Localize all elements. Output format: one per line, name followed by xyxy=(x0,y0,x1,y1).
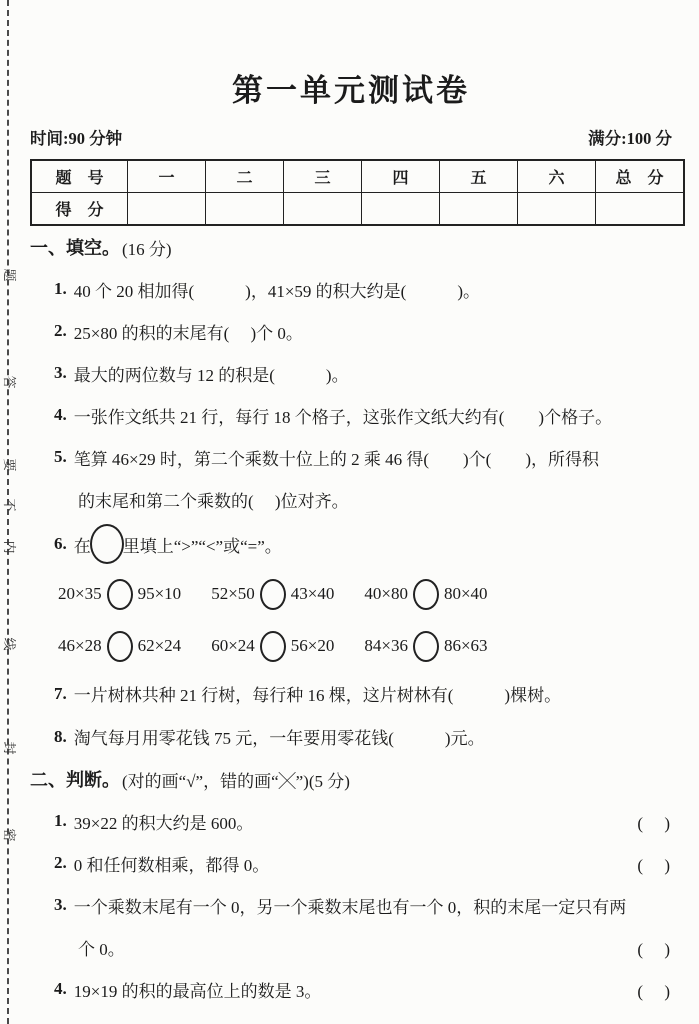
score-cell[interactable] xyxy=(128,193,206,226)
expression-right: 86×63 xyxy=(443,636,488,655)
score-table-score-row xyxy=(31,193,684,226)
answer-blank[interactable]: ( ) xyxy=(637,813,670,833)
binding-text-char: 内 xyxy=(2,540,17,554)
expression-right: 80×40 xyxy=(443,584,488,603)
comparison-group xyxy=(58,579,181,610)
column-two: 二 xyxy=(206,160,284,193)
binding-text-char: 不 xyxy=(2,498,17,512)
item-number: 7. xyxy=(54,683,67,703)
expression-left: 60×24 xyxy=(211,636,255,655)
item-number: 2. xyxy=(54,853,67,872)
binding-text-char: 题 xyxy=(2,268,17,282)
score-cell[interactable] xyxy=(518,193,596,226)
score-cell[interactable] xyxy=(284,193,362,226)
item-text: 一个乘数末尾有一个 0，另一个乘数末尾也有一个 0，积的末尾一定只有两 xyxy=(73,897,627,917)
judge-item-4 xyxy=(30,968,672,1010)
answer-blank[interactable]: ( ) xyxy=(637,939,670,959)
expression-right: 43×40 xyxy=(290,584,335,603)
comparison-group xyxy=(364,579,487,610)
expression-left: 20×35 xyxy=(58,584,102,603)
binding-text-char: 封 xyxy=(2,741,17,755)
section-title: 二、判断。 xyxy=(30,770,120,790)
comparison-circle[interactable] xyxy=(260,579,286,610)
column-five: 五 xyxy=(440,160,518,193)
comparison-group xyxy=(211,579,334,610)
judge-item-3-line-1 xyxy=(30,884,672,926)
judge-item-1 xyxy=(30,800,672,842)
judge-item-2 xyxy=(30,842,672,884)
fill-item-7 xyxy=(30,672,672,715)
score-table-header-row xyxy=(31,160,684,193)
item-number: 4. xyxy=(54,979,67,998)
time-limit-label: 时间:90 分钟 xyxy=(30,129,123,148)
item-number: 6. xyxy=(54,534,67,553)
full-score-label: 满分:100 分 xyxy=(588,129,672,148)
page-title: 第一单元测试卷 xyxy=(232,73,470,108)
item-number: 8. xyxy=(54,726,67,746)
item-text: 40 个 20 相加得( )，41×59 的积大约是( )。 xyxy=(73,281,480,301)
item-text: 笔算 46×29 时，第二个乘数十位上的 2 乘 46 得( )个( )，所得积 xyxy=(73,449,599,469)
binding-text-char: 线 xyxy=(2,637,17,651)
item-number: 1. xyxy=(54,811,67,830)
item-number: 1. xyxy=(54,279,67,298)
comparison-row-2 xyxy=(30,620,672,672)
item-text: 的末尾和第二个乘数的( )位对齐。 xyxy=(78,491,349,511)
item-text: 25×80 的积的末尾有( )个 0。 xyxy=(73,323,303,343)
section-points: (16 分) xyxy=(122,239,172,259)
item-text: 淘气每月用零花钱 75 元，一年要用零花钱( )元。 xyxy=(73,729,485,748)
item-number: 3. xyxy=(54,895,67,914)
expression-right: 56×20 xyxy=(290,636,335,655)
fill-item-4 xyxy=(30,394,672,436)
expression-left: 46×28 xyxy=(58,636,102,655)
item-number: 5. xyxy=(54,447,67,466)
item-text: 里填上“>”“<”或“=”。 xyxy=(122,536,282,556)
item-text: 在 xyxy=(73,536,91,556)
comparison-circle[interactable] xyxy=(413,631,439,662)
fill-circle[interactable] xyxy=(90,524,124,564)
column-six: 六 xyxy=(518,160,596,193)
question-number-label: 题 号 xyxy=(31,160,128,193)
section-points: (对的画“√”，错的画“╳”)(5 分) xyxy=(122,771,350,791)
section-judge-heading xyxy=(30,758,672,800)
answer-blank[interactable]: ( ) xyxy=(637,855,670,875)
fill-item-1 xyxy=(30,268,672,310)
item-number: 2. xyxy=(54,321,67,340)
paper-content xyxy=(30,0,672,1010)
binding-text-char: 要 xyxy=(2,458,17,472)
fill-item-2 xyxy=(30,310,672,352)
comparison-circle[interactable] xyxy=(107,579,133,610)
exam-info-row xyxy=(30,127,672,151)
comparison-group xyxy=(211,631,334,662)
item-text: 19×19 的积的最高位上的数是 3。 xyxy=(73,981,322,1001)
item-text: 0 和任何数相乘，都得 0。 xyxy=(73,855,270,875)
comparison-row-1 xyxy=(30,568,672,620)
comparison-group xyxy=(58,631,181,662)
fill-item-3 xyxy=(30,352,672,394)
fill-item-8 xyxy=(30,715,672,758)
comparison-circle[interactable] xyxy=(413,579,439,610)
comparison-circle[interactable] xyxy=(260,631,286,662)
expression-right: 62×24 xyxy=(137,636,182,655)
score-cell[interactable] xyxy=(596,193,685,226)
column-one: 一 xyxy=(128,160,206,193)
fill-item-5-line-1 xyxy=(30,436,672,478)
fill-item-5-line-2 xyxy=(30,478,672,520)
item-text: 个 0。 xyxy=(78,939,125,959)
expression-left: 84×36 xyxy=(364,636,408,655)
judge-item-3-line-2 xyxy=(30,926,672,968)
expression-right: 95×10 xyxy=(137,584,182,603)
item-text: 最大的两位数与 12 的积是( )。 xyxy=(73,365,349,385)
expression-left: 52×50 xyxy=(211,584,255,603)
item-number: 3. xyxy=(54,363,67,382)
comparison-group xyxy=(364,631,487,662)
total-score-label: 总 分 xyxy=(596,160,685,193)
column-three: 三 xyxy=(284,160,362,193)
item-text: 39×22 的积大约是 600。 xyxy=(73,813,254,833)
score-table xyxy=(30,159,685,226)
comparison-circle[interactable] xyxy=(107,631,133,662)
binding-text-char: 密 xyxy=(2,828,17,842)
score-label: 得 分 xyxy=(31,193,128,226)
column-four: 四 xyxy=(362,160,440,193)
fill-item-6 xyxy=(30,520,672,568)
score-cell[interactable] xyxy=(206,193,284,226)
score-cell[interactable] xyxy=(362,193,440,226)
item-text: 一张作文纸共 21 行，每行 18 个格子，这张作文纸大约有( )个格子。 xyxy=(73,407,613,427)
binding-text-char: 答 xyxy=(2,375,17,389)
section-title: 一、填空。 xyxy=(30,238,120,258)
section-fill-heading xyxy=(30,226,672,268)
item-number: 4. xyxy=(54,405,67,424)
expression-left: 40×80 xyxy=(364,584,408,603)
score-cell[interactable] xyxy=(440,193,518,226)
item-text: 一片树林共种 21 行树，每行种 16 棵，这片树林有( )棵树。 xyxy=(73,686,562,705)
answer-blank[interactable]: ( ) xyxy=(637,981,670,1001)
